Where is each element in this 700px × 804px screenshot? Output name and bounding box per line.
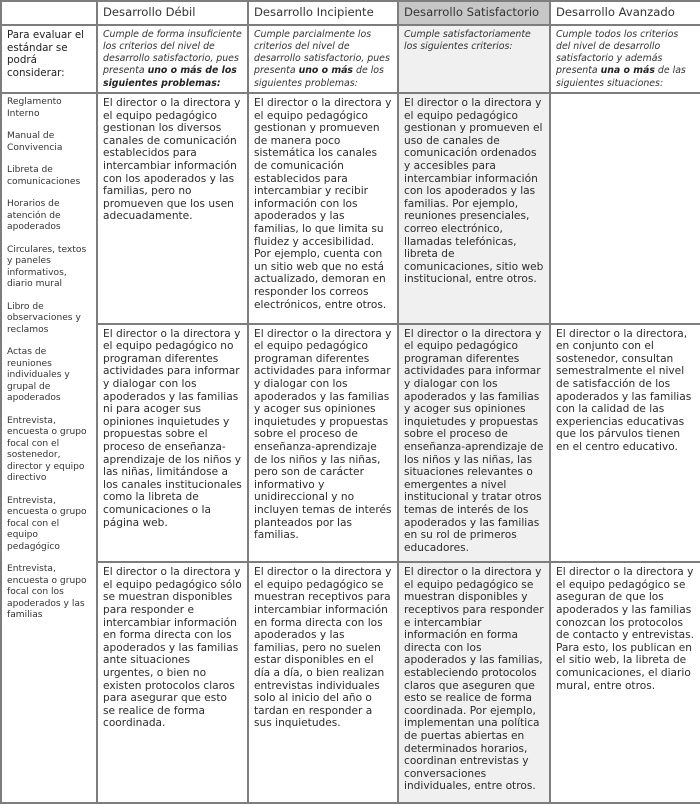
intro-satisfactorio	[398, 25, 550, 93]
source-item: Entrevista, encuesta o grupo focal con el equipo pedagógico	[7, 495, 87, 552]
cell-r3-satisfactorio: El director o la directora y el equipo pedagógico se muestran disponibles y receptivos para responder e intercambiar información en forma directa con los apoderados y las familias, estableciendo protocolos claros que aseguren que esto se realice de forma coordinada. Por ejemplo, implementan una política de puertas abiertas en determinados horarios, coordinan entrevistas y conversaciones individuales, entre otros.	[398, 562, 550, 803]
intro-incipiente	[248, 25, 398, 93]
cell-r3-debil: El director o la directora y el equipo pedagógico sólo se muestran disponibles para responder e intercambiar información en forma directa con los apoderados y las familias ante situaciones urgentes, o bien no existen protocolos claros para asegurar que esto se realice de forma coordinada.	[97, 562, 248, 803]
cell-r3-avanzado: El director o la directora y el equipo pedagógico se aseguran de que los apoderados y las familias conozcan los protocolos de contacto y entrevistas. Para esto, los publican en el sitio web, la libreta de comunicaciones, el diario mural, entre otros.	[550, 562, 700, 803]
intro-emphasis: uno o más	[298, 65, 354, 77]
source-item: Libro de observaciones y reclamos	[7, 301, 81, 335]
intro-row	[1, 25, 700, 93]
cell-r2-debil: El director o la directora y el equipo pedagógico no programan diferentes actividades para informar y dialogar con los apoderados y las familias ni para acoger sus opiniones inquietudes y propuestas sobre el proceso de enseñanza-aprendizaje de los niños y las niñas, limitándose a los canales institucionales como la libreta de comunicaciones o la página web.	[97, 324, 248, 563]
intro-avanzado	[550, 25, 700, 93]
evaluation-sources-heading: Para evaluar el estándar se podrá considerar:	[1, 25, 97, 93]
source-item: Reglamento Interno	[7, 97, 62, 119]
header-corner-cell	[1, 1, 97, 25]
source-item: Entrevista, encuesta o grupo focal con los apoderados y las familias	[7, 564, 87, 621]
evaluation-sources-list	[1, 93, 97, 803]
intro-emphasis: uno o más de los siguientes problemas:	[103, 65, 237, 89]
source-item: Entrevista, encuesta o grupo focal con el sostenedor, director y equipo directivo	[7, 415, 87, 484]
criteria-row-2	[1, 324, 700, 563]
source-item: Actas de reuniones individuales y grupal de apoderados	[7, 347, 70, 404]
cell-r3-incipiente: El director o la directora y el equipo pedagógico se muestran receptivos para intercambiar información en forma directa con los apoderados y las familias, pero no suelen estar disponibles en el día a día, o bien realizan entrevistas individuales solo al inicio del año o tardan en responder a sus inquietudes.	[248, 562, 398, 803]
intro-debil	[97, 25, 248, 93]
cell-r2-satisfactorio: El director o la directora y el equipo pedagógico programan diferentes actividades para informar y dialogar con los apoderados y las familias y acoger sus opiniones inquietudes y propuestas sobre el proceso de enseñanza-aprendizaje de los niños y las niñas, las situaciones relevantes o emergentes a nivel institucional y tratar otros temas de interés de los apoderados y las familias en su rol de primeros educadores.	[398, 324, 550, 563]
cell-r1-debil: El director o la directora y el equipo pedagógico gestionan los diversos canales de comunicación establecidos para intercambiar información con los apoderados y las familias, pero no promueven que los usen adecuadamente.	[97, 93, 248, 324]
intro-text: Cumple parcialmente los criterios del nivel de desarrollo satisfactorio, pues presenta	[254, 29, 390, 77]
source-item: Horarios de atención de apoderados	[7, 199, 61, 233]
intro-text: de los siguientes problemas:	[254, 65, 384, 89]
source-item: Libreta de comunicaciones	[7, 165, 81, 187]
intro-text: Cumple todos los criterios del nivel de desarrollo satisfactorio y además presenta	[556, 29, 679, 77]
header-row	[1, 1, 700, 25]
cell-r2-avanzado: El director o la directora, en conjunto con el sostenedor, consultan semestralmente el nivel de satisfacción de los apoderados y las familias con la calidad de las experiencias educativas que los párvulos tienen en el centro educativo.	[550, 324, 700, 563]
header-level-incipiente: Desarrollo Incipiente	[248, 1, 398, 25]
intro-text: de las siguientes situaciones:	[556, 65, 686, 89]
cell-r1-avanzado	[550, 93, 700, 324]
intro-emphasis: una o más	[600, 65, 655, 77]
header-level-satisfactorio: Desarrollo Satisfactorio	[398, 1, 550, 25]
source-item: Circulares, textos y paneles informativos, diario mural	[7, 244, 87, 290]
header-level-avanzado: Desarrollo Avanzado	[550, 1, 700, 25]
intro-text: Cumple satisfactoriamente los siguientes criterios:	[404, 29, 531, 53]
header-level-debil: Desarrollo Débil	[97, 1, 248, 25]
intro-text: Cumple de forma insuficiente los criterios del nivel de desarrollo satisfactorio, pues presenta	[103, 29, 242, 77]
cell-r1-incipiente: El director o la directora y el equipo pedagógico gestionan y promueven de manera poco sistemática los canales de comunicación establecidos para intercambiar y recibir información con los apoderados y las familias, lo que limita su fluidez y accesibilidad. Por ejemplo, cuenta con un sitio web que no está actualizado, demoran en responder los correos electrónicos, entre otros.	[248, 93, 398, 324]
cell-r2-incipiente: El director o la directora y el equipo pedagógico programan diferentes actividades para informar y dialogar con los apoderados y las familias y acoger sus opiniones inquietudes y propuestas sobre el proceso de enseñanza-aprendizaje de los niños y las niñas, pero son de carácter informativo y unidireccional y no incluyen temas de interés planteados por las familias.	[248, 324, 398, 563]
criteria-row-3	[1, 562, 700, 803]
criteria-row-1	[1, 93, 700, 324]
source-item: Manual de Convivencia	[7, 131, 63, 153]
cell-r1-satisfactorio: El director o la directora y el equipo pedagógico gestionan y promueven el uso de canales de comunicación ordenados y accesibles para intercambiar información con los apoderados y las familias. Por ejemplo, reuniones presenciales, correo electrónico, llamadas telefónicas, libreta de comunicaciones, sitio web institucional, entre otros.	[398, 93, 550, 324]
